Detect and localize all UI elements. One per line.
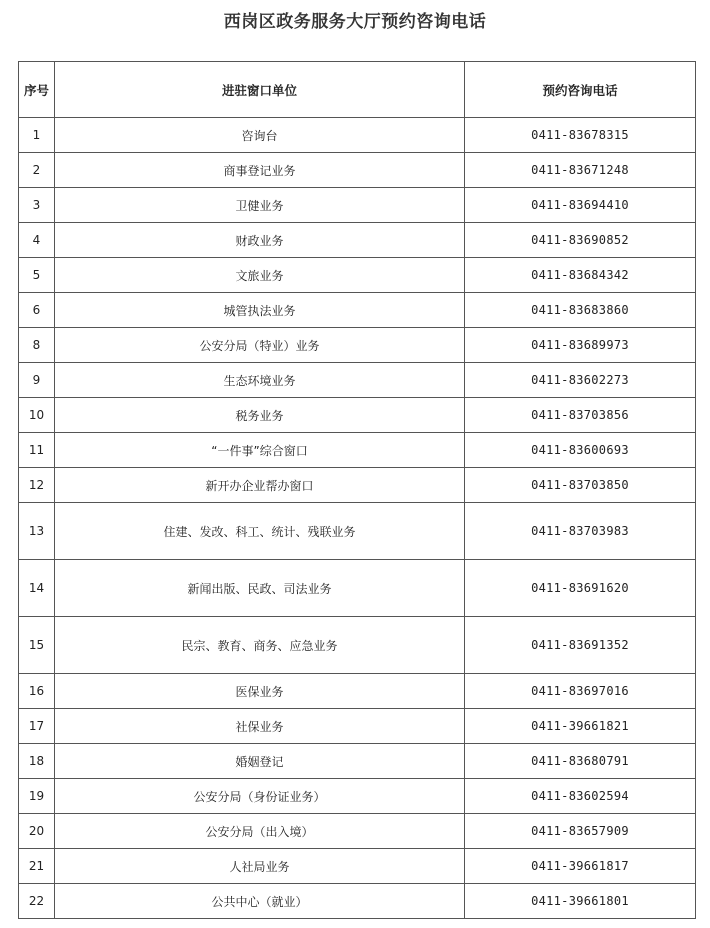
row-number: 6 [19,293,55,328]
row-number: 4 [19,223,55,258]
table-row [19,153,696,188]
row-phone: 0411-83703856 [465,398,696,433]
row-number: 21 [19,849,55,884]
table-row [19,363,696,398]
row-unit: 住建、发改、科工、统计、残联业务 [55,503,465,560]
row-unit: 城管执法业务 [55,293,465,328]
row-phone: 0411-39661801 [465,884,696,919]
row-phone: 0411-83602273 [465,363,696,398]
row-number: 17 [19,709,55,744]
row-number: 15 [19,617,55,674]
table-row [19,468,696,503]
table-row [19,674,696,709]
row-unit: 公安分局（特业）业务 [55,328,465,363]
row-number: 5 [19,258,55,293]
table-row [19,560,696,617]
row-number: 16 [19,674,55,709]
page-title: 西岗区政务服务大厅预约咨询电话 [223,12,487,32]
table-row [19,814,696,849]
row-phone: 0411-83600693 [465,433,696,468]
column-header-number: 序号 [19,62,55,118]
row-number: 9 [19,363,55,398]
row-phone: 0411-83684342 [465,258,696,293]
row-unit: 公安分局（身份证业务） [55,779,465,814]
row-number: 14 [19,560,55,617]
column-header-phone: 预约咨询电话 [465,62,696,118]
row-unit: 医保业务 [55,674,465,709]
row-number: 8 [19,328,55,363]
row-phone: 0411-83657909 [465,814,696,849]
table-row [19,293,696,328]
row-number: 12 [19,468,55,503]
row-unit: 文旅业务 [55,258,465,293]
table-row [19,398,696,433]
row-phone: 0411-83671248 [465,153,696,188]
table-row [19,258,696,293]
row-unit: 生态环境业务 [55,363,465,398]
row-unit: 人社局业务 [55,849,465,884]
row-unit: 公共中心（就业） [55,884,465,919]
table-row [19,617,696,674]
row-phone: 0411-83691620 [465,560,696,617]
row-number: 20 [19,814,55,849]
row-unit: “一件事”综合窗口 [55,433,465,468]
table-row [19,849,696,884]
row-phone: 0411-83690852 [465,223,696,258]
table-row [19,433,696,468]
row-phone: 0411-83689973 [465,328,696,363]
row-unit: 税务业务 [55,398,465,433]
row-unit: 财政业务 [55,223,465,258]
row-phone: 0411-83703850 [465,468,696,503]
table-header-row [19,62,696,118]
table-row [19,118,696,153]
table-row [19,884,696,919]
table-row [19,709,696,744]
row-unit: 商事登记业务 [55,153,465,188]
row-phone: 0411-83678315 [465,118,696,153]
table-row [19,503,696,560]
contact-table [18,61,696,919]
row-number: 2 [19,153,55,188]
row-unit: 民宗、教育、商务、应急业务 [55,617,465,674]
table-row [19,223,696,258]
row-phone: 0411-83697016 [465,674,696,709]
table-row [19,188,696,223]
column-header-unit: 进驻窗口单位 [55,62,465,118]
row-number: 10 [19,398,55,433]
row-phone: 0411-39661821 [465,709,696,744]
row-number: 18 [19,744,55,779]
row-phone: 0411-83691352 [465,617,696,674]
row-number: 11 [19,433,55,468]
row-number: 1 [19,118,55,153]
row-phone: 0411-83683860 [465,293,696,328]
row-number: 3 [19,188,55,223]
row-unit: 社保业务 [55,709,465,744]
row-unit: 卫健业务 [55,188,465,223]
table-row [19,744,696,779]
table-row [19,779,696,814]
row-phone: 0411-83680791 [465,744,696,779]
row-number: 19 [19,779,55,814]
row-phone: 0411-39661817 [465,849,696,884]
table-row [19,328,696,363]
row-unit: 新闻出版、民政、司法业务 [55,560,465,617]
row-unit: 公安分局（出入境） [55,814,465,849]
row-phone: 0411-83694410 [465,188,696,223]
row-unit: 婚姻登记 [55,744,465,779]
row-unit: 咨询台 [55,118,465,153]
row-phone: 0411-83703983 [465,503,696,560]
row-unit: 新开办企业帮办窗口 [55,468,465,503]
row-number: 22 [19,884,55,919]
row-number: 13 [19,503,55,560]
row-phone: 0411-83602594 [465,779,696,814]
